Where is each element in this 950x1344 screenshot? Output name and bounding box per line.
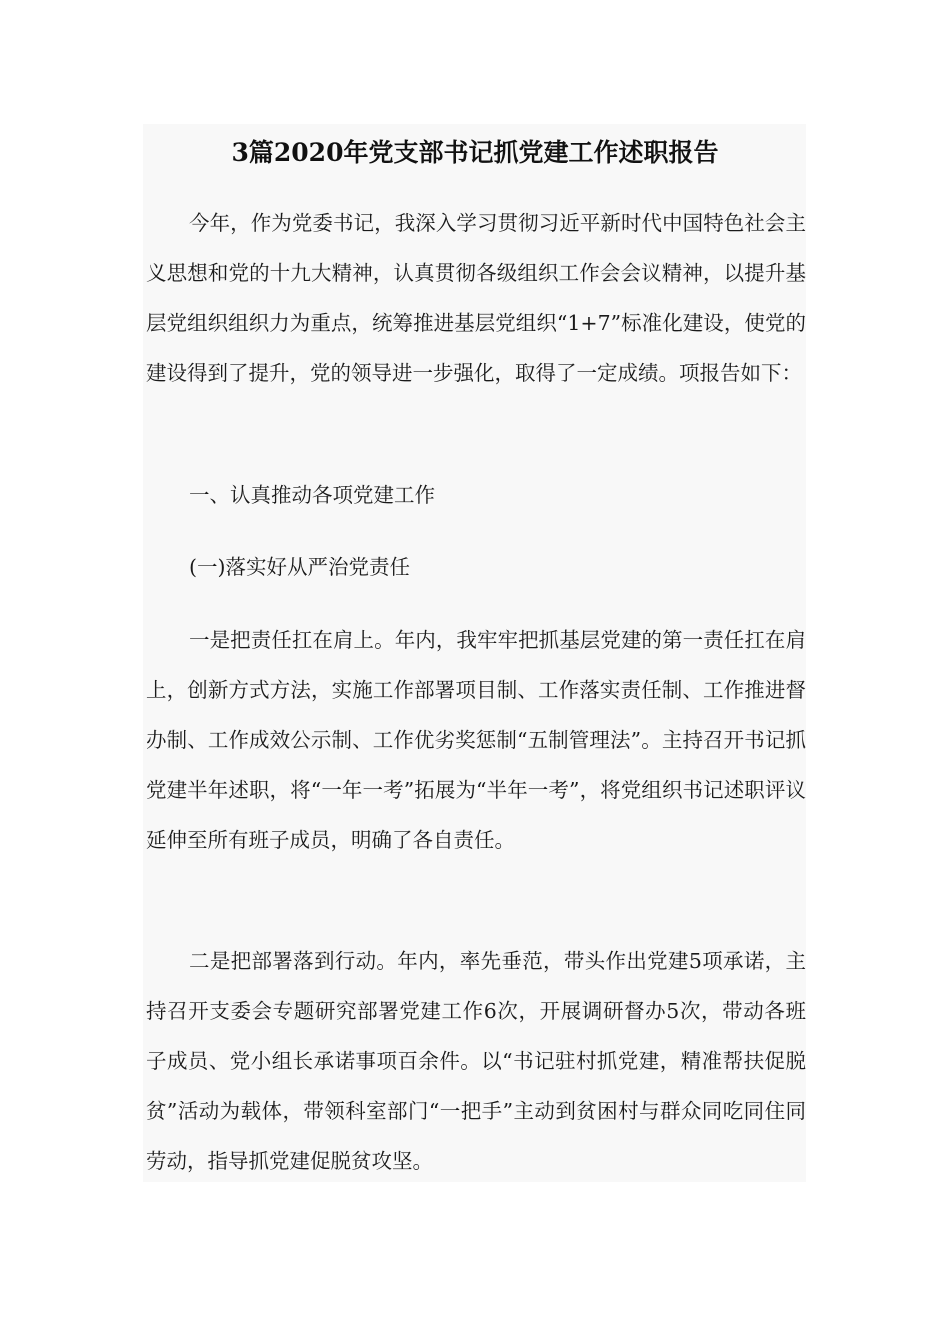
body-paragraph-2: 二是把部署落到行动。年内，率先垂范，带头作出党建5项承诺，主持召开支委会专题研究部署党建工作6次，开展调研督办5次，带动各班子成员、党小组长承诺事项百余件。以“书记驻村抓党建，精准帮扶促脱贫”活动为载体，带领科室部门“一把手”主动到贫困村与群众同吃同住同劳动，指导抓党建促脱贫攻坚。 — [146, 949, 806, 1173]
subsection-heading: (一)落实好从严治党责任 — [189, 555, 410, 579]
body-paragraph-1: 一是把责任扛在肩上。年内，我牢牢把抓基层党建的第一责任扛在肩上，创新方式方法，实施工作部署项目制、工作落实责任制、工作推进督办制、工作成效公示制、工作优劣奖惩制“五制管理法”。主持召开书记抓党建半年述职，将“一年一考”拓展为“半年一考”，将党组织书记述职评议延伸至所有班子成员，明确了各自责任。 — [146, 628, 806, 852]
intro-paragraph: 今年，作为党委书记，我深入学习贯彻习近平新时代中国特色社会主义思想和党的十九大精神，认真贯彻各级组织工作会会议精神，以提升基层党组织组织力为重点，统筹推进基层党组织“1+7”标准化建设，使党的建设得到了提升，党的领导进一步强化，取得了一定成绩。项报告如下： — [146, 211, 806, 385]
section-heading: 一、认真推动各项党建工作 — [189, 483, 435, 507]
document-title: 3篇2020年党支部书记抓党建工作述职报告 — [231, 138, 719, 167]
